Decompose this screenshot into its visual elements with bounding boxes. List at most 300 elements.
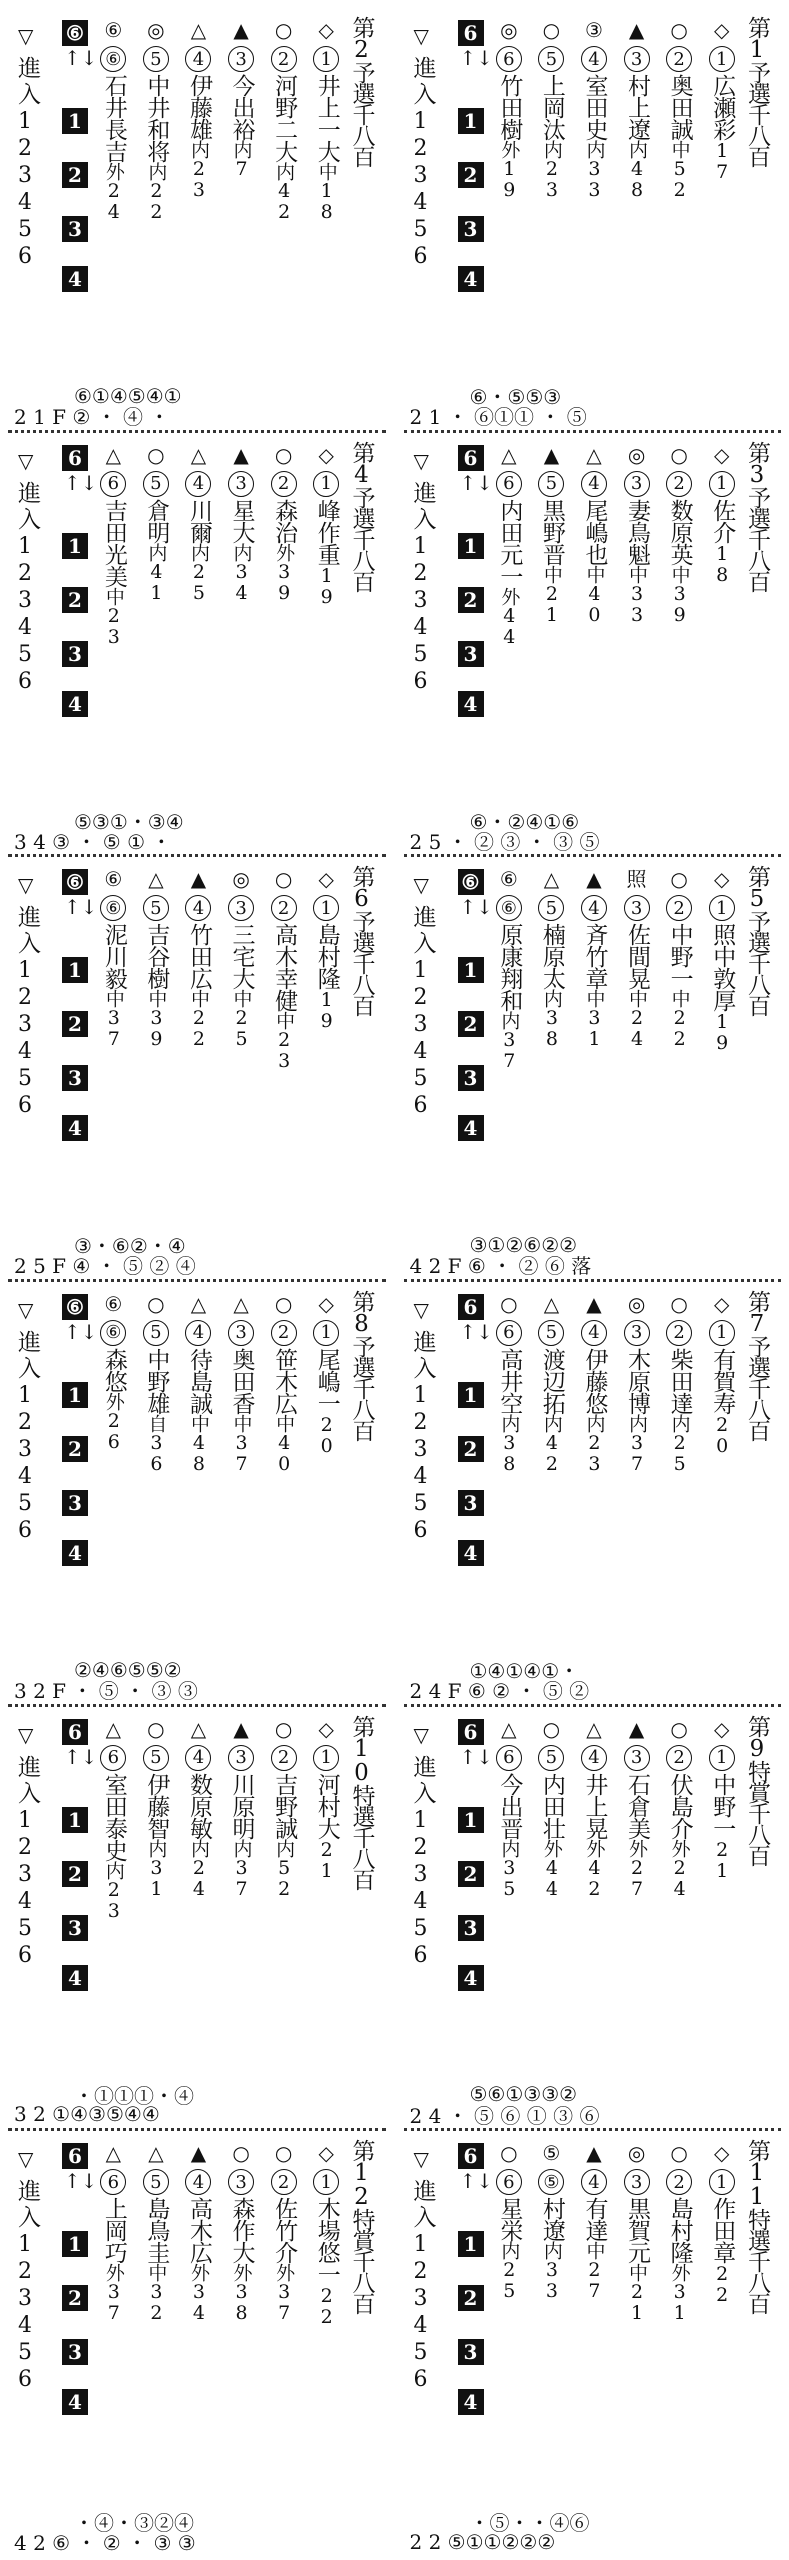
post-number: 6 (100, 471, 126, 497)
racer-stats: 内37 (498, 1011, 521, 1072)
racer-column (177, 865, 220, 1273)
prediction-mark: ⑤ (542, 2141, 561, 2166)
racer-stats: 外31 (668, 2263, 691, 2324)
swap-arrow-icon: ↑↓ (64, 470, 98, 495)
racer-column (305, 16, 348, 424)
racer-name: 泥川 (100, 923, 127, 968)
course-number: 1 (18, 1807, 32, 1833)
prediction-mark: △ (190, 1716, 207, 1741)
racer-given-name: 樹 (143, 967, 170, 990)
race-header (743, 865, 771, 1273)
course-number: 6 (413, 244, 428, 269)
race-header (743, 1290, 771, 1698)
post-box: 1 (62, 1382, 88, 1408)
racer-name: 竹田 (185, 923, 212, 968)
race-header (743, 2139, 771, 2550)
course-number: 1 (18, 2232, 32, 2258)
course-number: 4 (413, 2313, 428, 2339)
prediction-row-a: ⑤⑥①③③② (469, 2082, 578, 2107)
racer-name: 楠原 (538, 923, 565, 968)
racer-given-name: 也 (581, 542, 608, 565)
racer-name: 森 (100, 1347, 127, 1370)
race-title: 第12特賞千八百 (348, 2139, 375, 2314)
course-number: 5 (413, 1915, 428, 1941)
post-box: 2 (62, 1861, 88, 1887)
post-number: ⑥ (100, 46, 126, 72)
racer-stats: 内31 (145, 1838, 168, 1899)
post-box: 3 (62, 2339, 88, 2365)
racer-column (305, 441, 348, 849)
entry-label: 進 (413, 56, 437, 82)
course-number: 4 (18, 1463, 32, 1489)
course-number: 3 (18, 1012, 32, 1038)
racer-given-name: 幸健 (271, 967, 298, 1012)
racer-given-name: 英 (666, 542, 693, 565)
racer-name: 中野 (143, 1347, 170, 1392)
course-number: 2 (413, 560, 428, 586)
race-header (348, 2139, 376, 2550)
entry-label: 進 (18, 56, 41, 82)
post-box: 6 (458, 445, 484, 471)
racer-column (530, 16, 573, 424)
racer-stats: 中37 (102, 989, 125, 1050)
racer-column (573, 1290, 616, 1698)
racer-given-name: 介 (709, 520, 736, 543)
racer-given-name: 毅 (100, 967, 127, 990)
racer-given-name: 智 (143, 1816, 170, 1839)
race-header (348, 865, 376, 1273)
entry-label-2: 入 (413, 2205, 437, 2232)
racer-column (305, 1290, 348, 1698)
racer-stats: 内24 (187, 1838, 210, 1899)
course-number: 5 (413, 1490, 428, 1516)
racer-column (177, 16, 220, 424)
course-number: 4 (18, 2313, 32, 2339)
racer-given-name: 壮 (538, 1816, 565, 1839)
racer-stats: 外24 (102, 162, 125, 222)
swap-arrow-icon: ↑↓ (64, 1744, 98, 1769)
post-number: 2 (271, 471, 297, 497)
racer-name: 伊藤 (581, 1347, 608, 1392)
post-box: 3 (458, 1065, 484, 1091)
course-number: 5 (413, 2340, 428, 2366)
prediction-mark: ◇ (714, 442, 730, 467)
prediction-mark: ○ (274, 2141, 293, 2166)
post-number: 5 (143, 46, 169, 72)
racer-given-name: 一 (313, 1391, 340, 1414)
racer-given-name: 作重 (313, 520, 340, 565)
course-numbers (414, 2231, 428, 2393)
racer-given-name: 晋 (496, 1816, 523, 1839)
swap-arrow-icon: ↑↓ (64, 895, 98, 920)
post-box: ⑥ (62, 1294, 88, 1320)
racer-column (220, 16, 263, 424)
prediction-mark: ◇ (714, 1291, 730, 1316)
post-box: ⑥ (62, 869, 88, 895)
course-number: 2 (18, 136, 32, 161)
post-box: 3 (458, 2339, 484, 2365)
racer-given-name: 汰 (538, 118, 565, 140)
course-numbers (18, 1807, 32, 1969)
racer-given-name: 達 (666, 1391, 693, 1414)
prediction-mark: ○ (670, 2141, 688, 2166)
racer-name: 黒賀 (624, 2197, 651, 2242)
racer-name: 森作 (228, 2197, 255, 2242)
post-number: 5 (538, 1745, 564, 1771)
racer-name: 佐間 (624, 923, 651, 968)
post-number: 2 (666, 1320, 692, 1346)
racer-column (262, 865, 305, 1273)
prediction-mark: ○ (670, 867, 688, 892)
race-panel (8, 2131, 386, 2556)
course-number: 3 (413, 2286, 428, 2312)
course-number: 3 (413, 163, 428, 188)
racer-stats: 中21 (540, 564, 563, 625)
post-number: 3 (624, 46, 650, 72)
course-number: 4 (18, 1039, 32, 1065)
prediction-mark: ▲ (233, 442, 249, 467)
racer-given-name: 明 (143, 520, 170, 543)
post-box: 1 (62, 1807, 88, 1833)
course-numbers (18, 1382, 32, 1544)
racer-name: 渡辺 (538, 1347, 565, 1392)
racer-stats: 中52 (668, 140, 691, 200)
post-box: 4 (458, 1115, 484, 1141)
racer-name: 木場 (313, 2197, 340, 2242)
post-box: 6 (458, 2143, 484, 2169)
post-box: 3 (458, 1490, 484, 1516)
post-box: 1 (458, 1382, 484, 1408)
racer-column (658, 2139, 701, 2550)
racer-column (262, 16, 305, 424)
entry-label: 進 (413, 905, 437, 932)
race-panel (404, 1282, 782, 1707)
racer-stats: 中48 (187, 1413, 210, 1474)
racer-column (92, 865, 135, 1273)
prediction-mark: △ (501, 442, 517, 467)
post-number: 6 (496, 2169, 522, 2195)
racer-given-name: 光美 (100, 542, 127, 587)
post-number: 5 (143, 1745, 169, 1771)
prediction-mark: ○ (274, 18, 293, 42)
racer-stats: 内41 (145, 542, 168, 603)
entry-label-2: 入 (413, 1780, 437, 1807)
racer-column (530, 2139, 573, 2550)
course-number: 1 (413, 1807, 428, 1833)
post-number: ⑥ (100, 1320, 126, 1346)
racer-given-name: 晋 (538, 542, 565, 565)
racer-given-name: 雄 (143, 1391, 170, 1414)
prediction-rows (14, 809, 376, 854)
entry-label: 進 (413, 480, 437, 507)
racer-column (262, 1290, 305, 1698)
racer-name: 照中 (709, 923, 736, 968)
racer-column (615, 16, 658, 424)
race-panel (404, 2131, 782, 2556)
swap-arrow-icon: ↑↓ (459, 1319, 494, 1344)
racer-stats: 19 (315, 989, 338, 1032)
racer-given-name: 治 (271, 520, 298, 543)
post-box: 4 (62, 2389, 88, 2415)
post-number: 3 (624, 895, 650, 921)
prediction-mark: △ (543, 1291, 560, 1316)
racer-given-name: 泰史 (100, 1816, 127, 1861)
prediction-row-b: 2 4 ・ ⑤ ⑥ ① ③ ⑥ (409, 2103, 600, 2128)
racer-column (177, 1290, 220, 1698)
racer-given-name: 大 (228, 2241, 255, 2264)
racer-name: 佐 (709, 498, 736, 521)
course-number: 1 (413, 958, 428, 984)
course-number: 4 (413, 1463, 428, 1489)
racer-name: 井上 (581, 1772, 608, 1817)
prediction-mark: ▲ (190, 867, 207, 892)
racer-given-name: 翔和 (496, 967, 523, 1012)
racer-column (573, 1715, 616, 2123)
race-title: 第10特選千八百 (348, 1714, 375, 1889)
down-triangle-icon: ▽ (18, 2147, 34, 2172)
race-title: 第1予選千八百 (744, 16, 770, 166)
prediction-mark: ◇ (714, 1716, 730, 1741)
post-box: 4 (62, 1115, 88, 1141)
post-box: 1 (458, 957, 484, 983)
post-number: 2 (666, 2169, 692, 2195)
race-title: 第7予選千八百 (744, 1289, 770, 1440)
post-box: 2 (62, 2285, 88, 2311)
post-number: 5 (538, 46, 564, 72)
racer-given-name: 広 (185, 967, 212, 990)
racer-column (488, 441, 531, 849)
prediction-row-b: 4 2 ⑥ ・ ② ・ ③ ③ (14, 2531, 196, 2556)
prediction-mark: △ (105, 1716, 122, 1741)
prediction-mark: ◇ (318, 18, 334, 42)
prediction-mark: ◇ (318, 867, 334, 892)
racer-stats: 18 (711, 542, 734, 585)
racer-name: 井上 (313, 74, 340, 118)
racer-column (700, 865, 743, 1273)
racer-stats: 内23 (187, 140, 210, 200)
course-number: 2 (18, 560, 32, 586)
prediction-row-b: 2 1 ・ ⑥①① ・ ⑤ (409, 405, 587, 430)
racer-stats: 内35 (498, 1838, 521, 1899)
race-panel (404, 857, 782, 1282)
post-box: 1 (458, 1807, 484, 1833)
racer-name: 室田 (581, 74, 608, 118)
prediction-mark: △ (190, 18, 207, 42)
racer-stats: 中25 (230, 989, 253, 1050)
racer-given-name: 広 (271, 1391, 298, 1414)
prediction-mark: △ (148, 2141, 164, 2166)
racer-column (573, 865, 616, 1273)
racer-given-name: 長吉 (100, 118, 127, 162)
course-number: 3 (18, 1436, 32, 1462)
racer-column (488, 1715, 531, 2123)
racer-name: 伊藤 (143, 1772, 170, 1817)
prediction-row-a: ③・⑥②・④ (74, 1234, 186, 1259)
racer-given-name: 彩 (709, 118, 736, 140)
racer-name: 森 (271, 498, 298, 521)
prediction-row-a: ⑥・②④①⑥ (469, 809, 580, 834)
course-number: 2 (413, 985, 428, 1011)
racer-stats: 中27 (583, 2241, 606, 2302)
racer-column (530, 1290, 573, 1698)
racer-column (530, 441, 573, 849)
entry-label: 進 (18, 1754, 41, 1781)
racer-stats: 内38 (498, 1413, 521, 1474)
racer-given-name: 栄 (496, 2219, 523, 2242)
prediction-mark: ⑥ (104, 18, 123, 42)
racer-name: 数原 (185, 1772, 212, 1817)
post-box: 4 (458, 2389, 484, 2415)
racer-column (658, 16, 701, 424)
racer-given-name: 香 (228, 1391, 255, 1414)
prediction-mark: ▲ (628, 18, 645, 42)
post-box: 6 (458, 1294, 484, 1320)
race-header (743, 16, 771, 424)
post-box: 3 (62, 641, 88, 667)
racer-name: 原康 (496, 923, 523, 968)
course-number: 5 (18, 1490, 32, 1516)
swap-arrow-icon: ↑↓ (459, 1744, 494, 1769)
racer-stats: 中39 (668, 564, 691, 625)
prediction-row-a: ・④・③②④ (74, 2511, 194, 2536)
racer-stats: 内23 (102, 1860, 125, 1921)
racer-column (177, 1715, 220, 2123)
prediction-mark: ○ (670, 18, 688, 42)
course-number: 6 (18, 1942, 32, 1968)
racer-column (220, 865, 263, 1273)
racer-given-name: 拓 (538, 1391, 565, 1414)
race-title: 第3予選千八百 (744, 440, 770, 591)
course-number: 5 (413, 641, 428, 667)
racer-given-name: 広 (185, 2241, 212, 2264)
post-number: 6 (496, 471, 522, 497)
racer-given-name: 一 (709, 1816, 736, 1839)
racer-name: 数原 (666, 498, 693, 543)
racer-name: 木原 (624, 1347, 651, 1392)
post-number: 1 (709, 2169, 735, 2195)
racer-given-name: 誠 (666, 118, 693, 140)
entry-label: 進 (18, 480, 41, 507)
racer-column (220, 2139, 263, 2550)
post-box: 2 (458, 1436, 484, 1462)
racer-column (658, 441, 701, 849)
prediction-mark: ○ (147, 1291, 165, 1316)
racer-given-name: 敦厚 (709, 967, 736, 1012)
post-number: 6 (100, 2169, 126, 2195)
racer-given-name: 悠一 (313, 2241, 340, 2286)
racer-stats: 内33 (583, 140, 606, 200)
post-number: 2 (271, 46, 297, 72)
prediction-mark: △ (586, 442, 602, 467)
racer-stats: 外44 (498, 586, 521, 647)
racer-given-name: 樹 (496, 118, 523, 140)
entry-label-2: 入 (18, 2205, 41, 2232)
post-number: 1 (709, 471, 735, 497)
entry-label-2: 入 (18, 931, 41, 958)
racer-stats: 内42 (540, 1413, 563, 1474)
course-number: 5 (413, 1066, 428, 1092)
post-box: 4 (458, 266, 484, 292)
race-panel (8, 8, 386, 433)
prediction-row-b: 2 5 F ④ ・ ⑤ ② ④ (14, 1254, 196, 1279)
prediction-mark: ⑥ (499, 867, 518, 892)
prediction-mark: ▲ (233, 1716, 249, 1741)
prediction-mark: ○ (670, 1291, 688, 1316)
racer-name: 川 (185, 498, 212, 521)
post-box: 3 (62, 1065, 88, 1091)
race-header (348, 1290, 376, 1698)
post-number: 4 (185, 895, 211, 921)
racer-stats: 中18 (315, 162, 338, 222)
racer-column (488, 1290, 531, 1698)
racer-stats: 内33 (540, 2241, 563, 2302)
racer-name: 室田 (100, 1772, 127, 1817)
entry-label-2: 入 (18, 1780, 41, 1807)
course-number: 6 (413, 1093, 428, 1119)
post-number: 3 (624, 1320, 650, 1346)
entry-label-2: 入 (18, 506, 41, 533)
down-triangle-icon: ▽ (18, 24, 34, 48)
racer-given-name: 雄 (185, 118, 212, 140)
course-number: 6 (413, 668, 428, 694)
prediction-rows (409, 385, 772, 430)
post-box: 1 (62, 533, 88, 559)
post-number: 3 (228, 1745, 254, 1771)
racer-column (700, 2139, 743, 2550)
racer-column (488, 2139, 531, 2550)
racer-column (573, 16, 616, 424)
racer-name: 中野 (666, 923, 693, 968)
prediction-row-b: 3 2 F ・ ⑤ ・ ③ ③ (14, 1679, 198, 1704)
course-number: 1 (18, 109, 32, 134)
swap-arrow-icon: ↑↓ (64, 1319, 98, 1344)
racer-column (488, 865, 531, 1273)
racer-column (92, 16, 135, 424)
racer-stats: 外37 (273, 2263, 296, 2324)
racer-stats: 外38 (230, 2263, 253, 2324)
prediction-mark: ▲ (233, 18, 249, 42)
prediction-mark: ⑥ (104, 1291, 123, 1316)
course-number: 3 (413, 1861, 428, 1887)
post-box: 2 (62, 587, 88, 613)
racer-given-name: 博 (624, 1391, 651, 1414)
racer-column (220, 1290, 263, 1698)
racer-name: 尾嶋 (313, 1347, 340, 1392)
racer-name: 今出 (228, 74, 255, 118)
racer-stats: 内37 (626, 1413, 649, 1474)
racer-stats: 外27 (626, 1838, 649, 1899)
racer-stats: 22 (315, 2285, 338, 2328)
racer-name: 有賀 (709, 1347, 736, 1392)
course-numbers (414, 533, 428, 695)
racer-column (305, 2139, 348, 2550)
post-box: ⑥ (62, 20, 88, 46)
race-title: 第8予選千八百 (348, 1289, 375, 1440)
course-number: 4 (413, 190, 428, 215)
racer-column (177, 2139, 220, 2550)
post-number: 1 (313, 471, 339, 497)
racer-column (615, 1715, 658, 2123)
course-number: 3 (18, 163, 32, 188)
post-box: 3 (458, 641, 484, 667)
post-box: 2 (62, 1436, 88, 1462)
racer-name: 作田 (709, 2197, 736, 2242)
post-number: 5 (143, 471, 169, 497)
racer-name: 星 (228, 498, 255, 521)
prediction-rows (410, 2512, 772, 2552)
racer-column (220, 1715, 263, 2123)
racer-name: 河村 (313, 1772, 340, 1817)
